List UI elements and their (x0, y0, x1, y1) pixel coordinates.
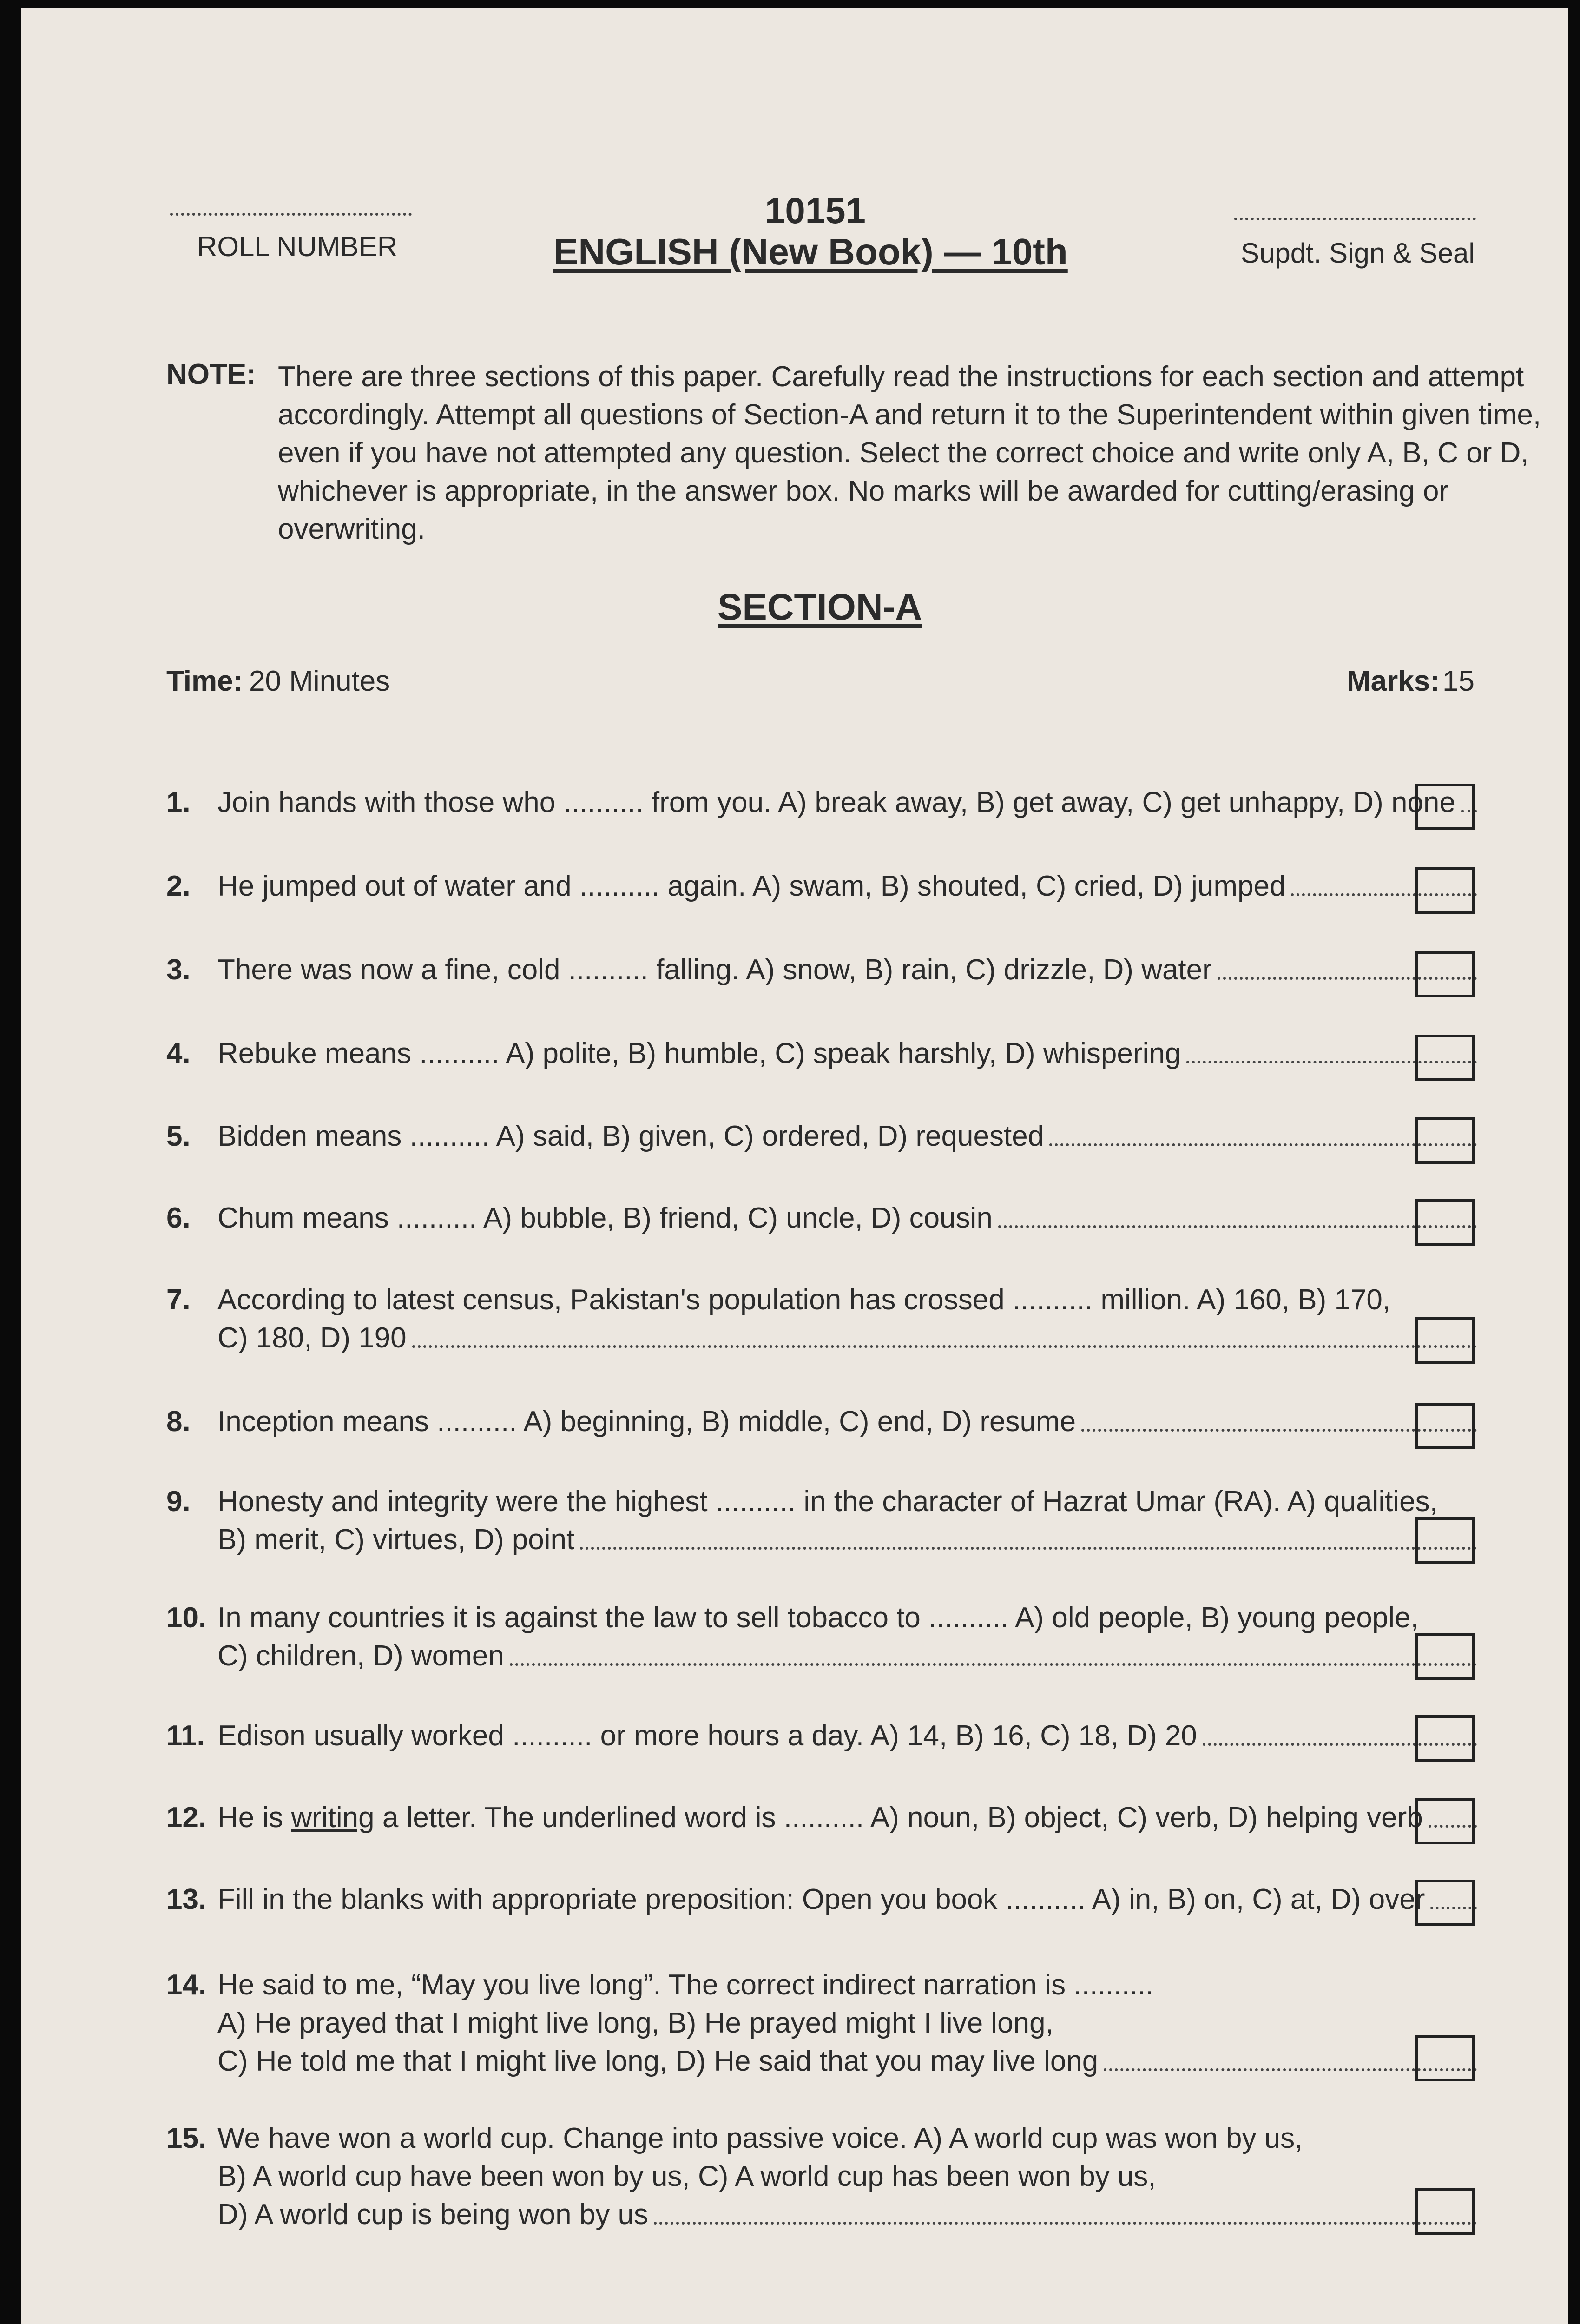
question-number: 14. (166, 1969, 207, 2001)
question-text-line-2: C) 180, D) 190 (217, 1322, 407, 1354)
question-number: 13. (166, 1883, 207, 1915)
question-text-line-2: B) merit, C) virtues, D) point (217, 1524, 575, 1556)
answer-box-2[interactable] (1415, 867, 1475, 914)
answer-box-13[interactable] (1415, 1880, 1475, 1926)
question-text-line-1: We have won a world cup. Change into passive voice. A) A world cup was won by us, (217, 2122, 1303, 2154)
supdt-sign-line (1234, 218, 1476, 220)
question-text-post: a letter. The underlined word is .......... A) noun, B) object, C) verb, D) helping verb (374, 1802, 1423, 1834)
section-title: SECTION-A (718, 586, 922, 627)
roll-number-line (170, 213, 412, 216)
question-1 (166, 784, 1477, 822)
question-number: 8. (166, 1406, 191, 1438)
answer-box-8[interactable] (1415, 1403, 1475, 1449)
answer-box-3[interactable] (1415, 951, 1475, 997)
question-5 (166, 1117, 1477, 1155)
question-number: 12. (166, 1802, 207, 1834)
question-number: 10. (166, 1602, 207, 1634)
question-number: 15. (166, 2122, 207, 2154)
question-12 (166, 1799, 1477, 1837)
question-text: He jumped out of water and .......... again. A) swam, B) shouted, C) cried, D) jumped (217, 870, 1286, 902)
paper-title: ENGLISH (New Book) — 10th (553, 231, 1068, 272)
answer-box-11[interactable] (1415, 1715, 1475, 1762)
question-6 (166, 1199, 1477, 1237)
answer-box-15[interactable] (1415, 2188, 1475, 2235)
answer-box-4[interactable] (1415, 1035, 1475, 1081)
question-number: 9. (166, 1486, 191, 1518)
question-number: 6. (166, 1202, 191, 1234)
paper-code: 10151 (765, 190, 866, 231)
question-text: Chum means .......... A) bubble, B) friend, C) uncle, D) cousin (217, 1202, 993, 1234)
note-label: NOTE: (166, 358, 256, 390)
question-text-line-1: In many countries it is against the law to sell tobacco to .......... A) old people, B) young people, (217, 1602, 1419, 1634)
answer-box-10[interactable] (1415, 1633, 1475, 1680)
answer-box-7[interactable] (1415, 1317, 1475, 1364)
answer-box-6[interactable] (1415, 1199, 1475, 1246)
question-9 (166, 1483, 1477, 1559)
question-7 (166, 1281, 1477, 1357)
question-text: Bidden means .......... A) said, B) given, C) ordered, D) requested (217, 1120, 1044, 1152)
question-text: Join hands with those who .......... from you. A) break away, B) get away, C) get unhappy, D) none (217, 786, 1455, 819)
question-text-line-2: A) He prayed that I might live long, B) He prayed might I live long, (217, 2007, 1053, 2039)
question-number: 7. (166, 1284, 191, 1316)
question-10 (166, 1599, 1477, 1675)
question-3 (166, 951, 1477, 989)
question-text: Rebuke means .......... A) polite, B) humble, C) speak harshly, D) whispering (217, 1037, 1181, 1070)
question-text-line-2: B) A world cup have been won by us, C) A world cup has been won by us, (217, 2160, 1156, 2192)
question-number: 3. (166, 954, 191, 986)
answer-box-12[interactable] (1415, 1798, 1475, 1844)
question-4 (166, 1035, 1477, 1073)
question-number: 11. (166, 1720, 205, 1752)
answer-box-5[interactable] (1415, 1117, 1475, 1164)
question-text: Inception means .......... A) beginning, B) middle, C) end, D) resume (217, 1406, 1076, 1438)
question-text-line-1: According to latest census, Pakistan's population has crossed .......... million. A) 160, B) 170, (217, 1284, 1391, 1316)
marks-label: Marks: (1347, 665, 1440, 697)
question-text-line-2: C) children, D) women (217, 1640, 504, 1672)
exam-paper (21, 8, 1568, 2324)
question-text: There was now a fine, cold .......... falling. A) snow, B) rain, C) drizzle, D) water (217, 954, 1212, 986)
time-value: 20 Minutes (249, 665, 390, 697)
question-text: Fill in the blanks with appropriate preposition: Open you book .......... A) in, B) on, C) at, D) over (217, 1883, 1425, 1915)
question-text: Edison usually worked .......... or more hours a day. A) 14, B) 16, C) 18, D) 20 (217, 1720, 1197, 1752)
question-number: 2. (166, 870, 191, 902)
answer-box-14[interactable] (1415, 2035, 1475, 2081)
roll-number-label: ROLL NUMBER (197, 231, 398, 262)
answer-box-1[interactable] (1415, 784, 1475, 830)
question-text-pre: He is (217, 1802, 291, 1834)
question-2 (166, 867, 1477, 905)
supdt-sign-label: Supdt. Sign & Seal (1241, 238, 1475, 269)
time-label: Time: (166, 665, 243, 697)
note-text: There are three sections of this paper. Carefully read the instructions for each section and attempt accordingly. Attempt all questions of Section-A and return it to the Superintendent within given time, even if you have not attempted any question. Select the correct choice and write only A, B, C or D, whichever is appropriate, in the answer box. No marks will be awarded for cutting/erasing or overwriting. (278, 361, 1541, 545)
question-number: 5. (166, 1120, 191, 1152)
question-14 (166, 1966, 1477, 2080)
underlined-word: writing (291, 1802, 375, 1834)
question-text-line-1: He said to me, “May you live long”. The correct indirect narration is .......... (217, 1969, 1154, 2001)
answer-box-9[interactable] (1415, 1517, 1475, 1564)
question-number: 4. (166, 1037, 191, 1070)
question-11 (166, 1717, 1477, 1755)
question-text-line-3: D) A world cup is being won by us (217, 2199, 649, 2231)
question-8 (166, 1403, 1477, 1441)
question-text-line-3: C) He told me that I might live long, D) He said that you may live long (217, 2045, 1099, 2077)
question-text-line-1: Honesty and integrity were the highest .......... in the character of Hazrat Umar (RA). A) qualities, (217, 1486, 1438, 1518)
marks-value: 15 (1442, 665, 1475, 697)
question-13 (166, 1881, 1477, 1919)
question-15 (166, 2119, 1477, 2234)
question-number: 1. (166, 786, 191, 819)
